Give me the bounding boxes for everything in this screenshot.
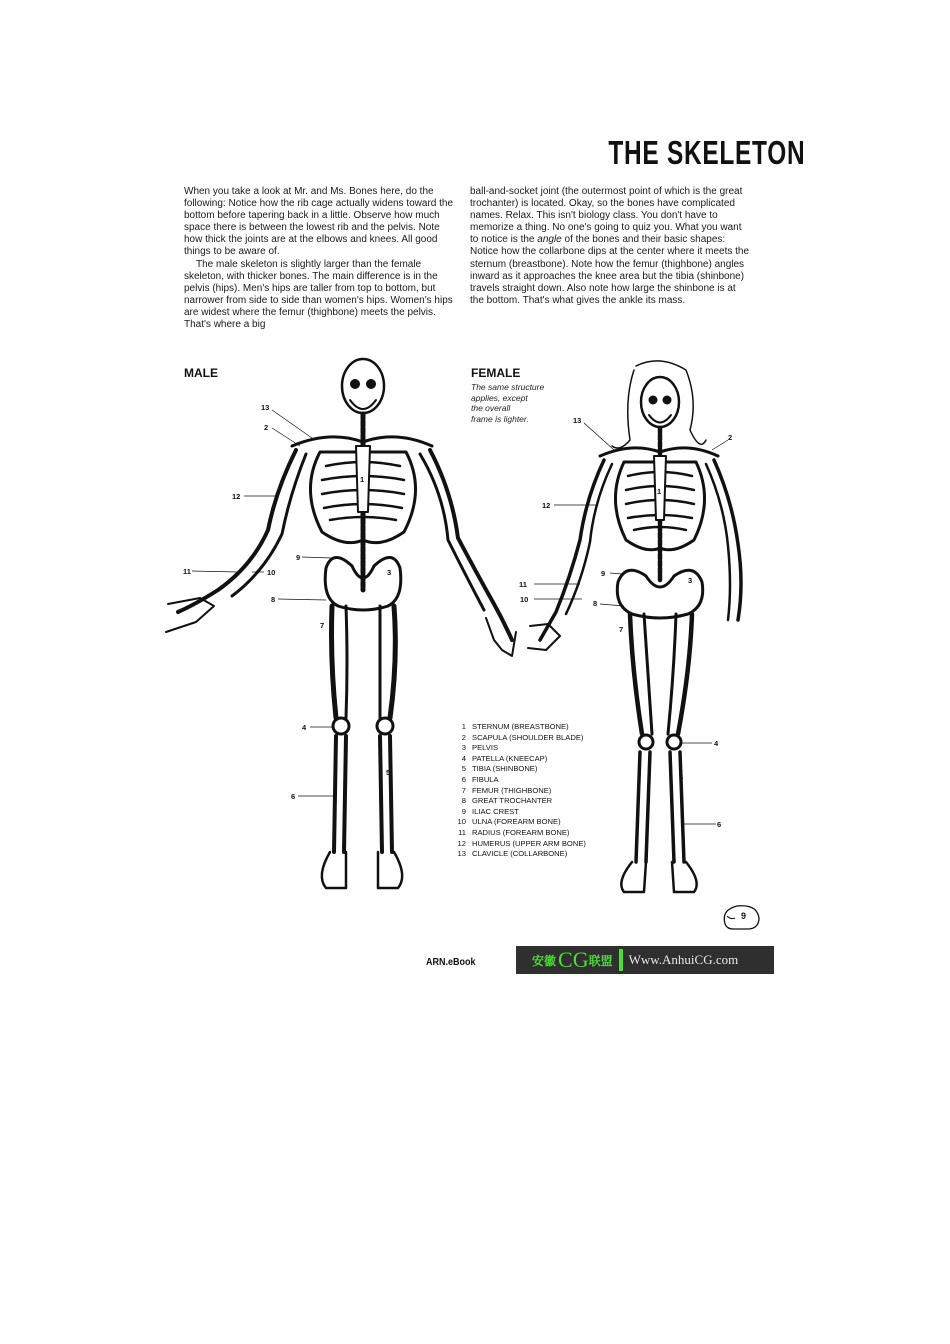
legend-item: 3 PELVIS [461,743,499,753]
ebook-credit: ARN.eBook [426,957,476,968]
legend-item: 12 HUMERUS (UPPER ARM BONE) [457,838,586,848]
callout-number: 1 [360,475,365,484]
callout-number: 7 [320,621,325,630]
callout-number: 2 [264,423,269,432]
banner-text: 安徽 [532,953,557,968]
legend-item: 6 FIBULA [461,774,499,784]
page-title: THE SKELETON [608,134,806,171]
legend-item: 11 RADIUS (FOREARM BONE) [458,827,570,837]
callout-number: 9 [601,569,606,578]
callout-number: 6 [291,792,296,801]
bone-legend [453,722,623,860]
callout-number: 3 [387,568,392,577]
callout-number: 4 [714,739,719,748]
female-note: The same structure applies, except the overall frame is lighter. [471,382,545,424]
callout-number: 11 [183,567,191,576]
callout-number: 10 [267,568,276,577]
legend-item: 10 ULNA (FOREARM BONE) [457,817,561,827]
legend-item: 2 SCAPULA (SHOULDER BLADE) [461,732,584,742]
banner-divider [619,949,623,971]
legend-item: 9 ILIAC CREST [461,806,519,816]
callout-number: 12 [232,492,241,501]
legend-item: 5 TIBIA (SHINBONE) [461,764,538,774]
callout-number: 9 [296,553,301,562]
banner-text: 联盟 [588,953,613,968]
legend-item: 4 PATELLA (KNEECAP) [461,753,548,763]
legend-item: 1 STERNUM (BREASTBONE) [461,722,569,731]
callout-number: 5 [679,773,684,782]
legend-item: 13 CLAVICLE (COLLARBONE) [457,849,568,859]
callout-number: 12 [542,501,551,510]
paragraph: When you take a look at Mr. and Ms. Bones here, do the following: Notice how the rib cage actually widens toward the bottom before tapering back in a little. Observe how much space there is between the lowest rib and the pelvis. Note how thick the joints are at the elbows and knees. All good things to be aware of. [184,186,454,258]
callout-number: 13 [261,403,270,412]
callout-number: 6 [717,820,722,829]
watermark-banner [516,946,774,974]
callout-number: 13 [573,416,582,425]
legend-item: 8 GREAT TROCHANTER [461,796,553,806]
callout-number: 2 [728,433,733,442]
callout-number: 7 [619,625,624,634]
page-number: 9 [741,911,747,921]
callout-number: 3 [688,576,693,585]
male-figure-label: MALE [184,366,218,380]
banner-url: Www.AnhuiCG.com [628,952,739,967]
paragraph: ball-and-socket joint (the outermost point of which is the great trochanter) is located. Okay, so the bones have complicated names. Relax. This isn't biology class. You don't have to memorize a thing. No one's going to quiz you. What you want to notice is the angle of the bones and their basic shapes: Notice how the collarbone dips at the center where it meets the sternum (breastbone). Note how the femur (thighbone) angles inward as it approaches the knee area but the tibia (shinbone) travels straight down. Also note how large the shinbone is at the bottom. That's what gives the ankle its mass. [470,186,750,306]
legend-item: 7 FEMUR (THIGHBONE) [461,785,552,795]
callout-number: 8 [271,595,276,604]
callout-number: 8 [593,599,598,608]
callout-number: 10 [520,595,529,604]
banner-logo-text: CG [558,947,589,972]
callout-number: 11 [519,580,527,589]
paragraph: The male skeleton is slightly larger than the female skeleton, with thicker bones. The main difference is in the pelvis (hips). Men's hips are taller from top to bottom, but narrower from side to side than women's hips. Women's hips are widest where the femur (thighbone) meets the pelvis. That's where a big [184,258,453,331]
page-number-badge [719,902,763,932]
callout-number: 5 [386,768,391,777]
female-figure-label: FEMALE [471,366,521,380]
callout-number: 1 [657,487,662,496]
callout-number: 4 [302,723,307,732]
